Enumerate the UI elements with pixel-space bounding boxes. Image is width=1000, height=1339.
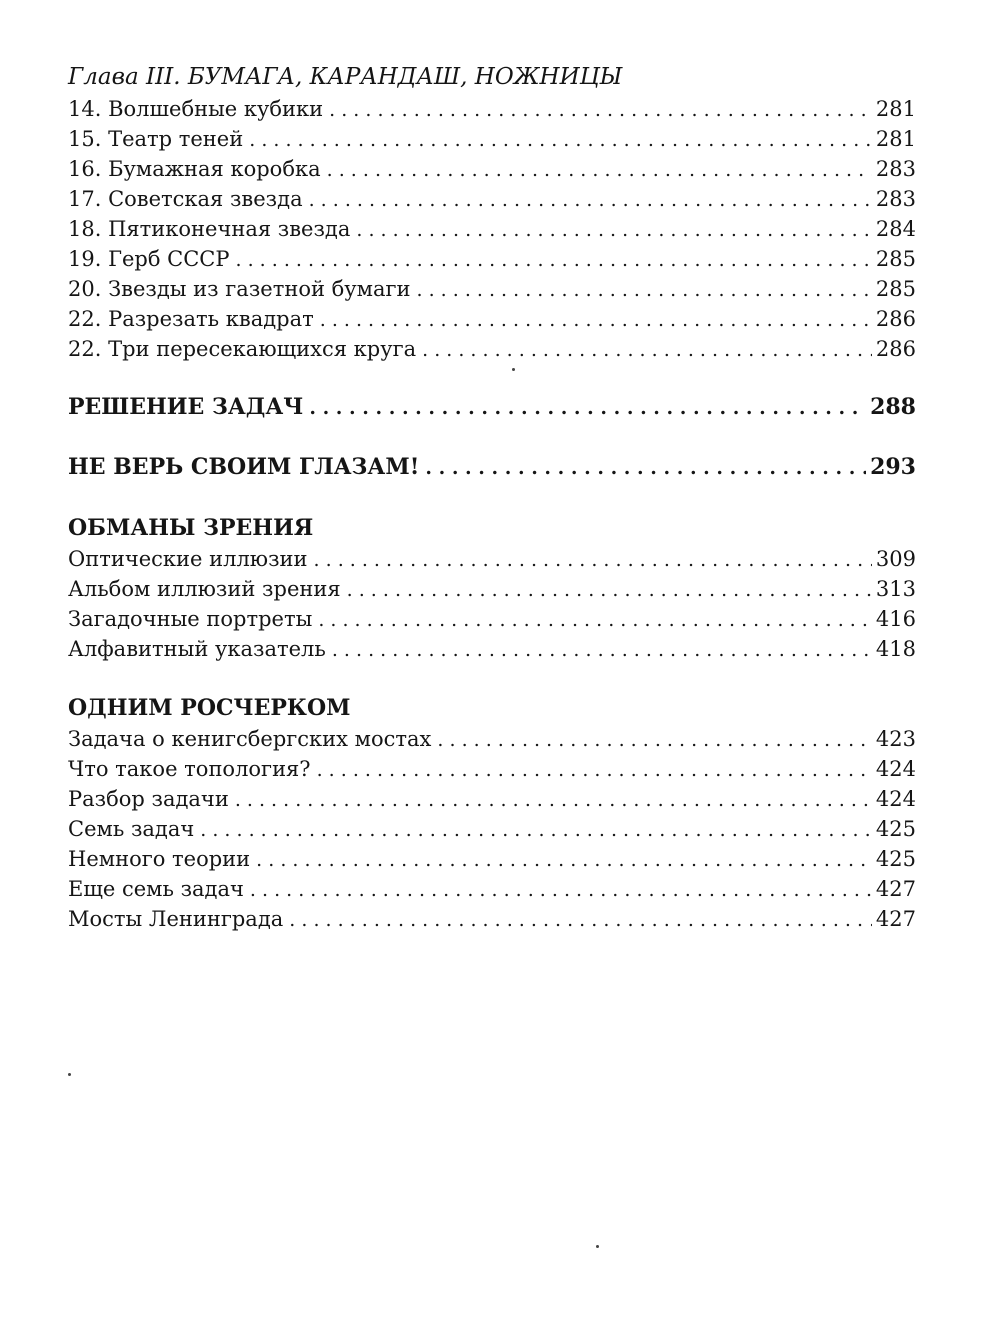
dot-leader [327, 155, 872, 185]
toc-entry [68, 274, 916, 304]
dot-leader [320, 305, 872, 335]
toc-entry-page: 288 [870, 394, 916, 420]
toc-entry-page: 424 [875, 757, 916, 781]
toc-entry-page: 425 [875, 847, 916, 871]
toc-entry-page: 286 [875, 307, 916, 331]
toc-entry-page: 286 [875, 337, 916, 361]
toc-entry [68, 724, 916, 754]
toc-entry [68, 604, 916, 634]
dot-leader [249, 125, 872, 155]
toc-entry [68, 844, 916, 874]
toc-entry-label: 20. Звезды из газетной бумаги [68, 277, 411, 301]
dot-leader [289, 905, 872, 935]
dot-leader [318, 605, 872, 635]
toc-entry-page: 427 [875, 877, 916, 901]
toc-entry-label: Задача о кенигсбергских мостах [68, 727, 432, 751]
toc-entry-label: Мосты Ленинграда [68, 907, 284, 931]
chapter-entries [68, 94, 916, 364]
toc-entry-page: 284 [875, 217, 916, 241]
dot-leader [422, 335, 872, 365]
toc-entry-label: 18. Пятиконечная звезда [68, 217, 351, 241]
toc-entry-page: 425 [875, 817, 916, 841]
spacer [68, 364, 916, 392]
toc-entry-page: 424 [875, 787, 916, 811]
section-entries [68, 544, 916, 664]
dot-leader [235, 785, 872, 815]
section-entries [68, 724, 916, 934]
toc-entry [68, 544, 916, 574]
dot-leader [256, 845, 872, 875]
toc-section-entry [68, 392, 916, 422]
toc-entry-page: 285 [875, 247, 916, 271]
toc-entry-label: 15. Театр теней [68, 127, 244, 151]
toc-entry-page: 281 [875, 97, 916, 121]
toc-entry-page: 418 [875, 637, 916, 661]
toc-entry-label: 16. Бумажная коробка [68, 157, 321, 181]
toc-entry [68, 334, 916, 364]
dot-leader [437, 725, 872, 755]
toc-entry-page: 427 [875, 907, 916, 931]
dot-leader [425, 453, 866, 483]
toc-entry [68, 154, 916, 184]
dot-leader [332, 635, 872, 665]
spacer [68, 422, 916, 452]
toc-entry [68, 124, 916, 154]
dot-leader [417, 275, 872, 305]
toc-entry [68, 574, 916, 604]
dot-leader [309, 393, 866, 423]
toc-entry [68, 784, 916, 814]
chapter-heading: Глава III. БУМАГА, КАРАНДАШ, НОЖНИЦЫ [68, 64, 623, 90]
toc-entry-label: 22. Три пересекающихся круга [68, 337, 417, 361]
dot-leader [200, 815, 872, 845]
toc-entry [68, 814, 916, 844]
print-speck [596, 1245, 599, 1248]
dot-leader [309, 185, 872, 215]
toc-entry-label: Разбор задачи [68, 787, 229, 811]
print-speck [68, 1073, 71, 1076]
dot-leader [356, 215, 872, 245]
toc-entry-label: Что такое топология? [68, 757, 311, 781]
print-speck [512, 368, 515, 371]
toc-entry-label: НЕ ВЕРЬ СВОИМ ГЛАЗАМ! [68, 454, 420, 480]
dot-leader [314, 545, 872, 575]
table-of-contents [68, 60, 916, 934]
toc-entry-label: Семь задач [68, 817, 195, 841]
toc-entry [68, 184, 916, 214]
toc-entry-label: 17. Советская звезда [68, 187, 303, 211]
dot-leader [347, 575, 872, 605]
toc-entry-label: Оптические иллюзии [68, 547, 308, 571]
toc-entry [68, 904, 916, 934]
toc-entry-page: 313 [875, 577, 916, 601]
toc-entry [68, 874, 916, 904]
toc-entry [68, 94, 916, 124]
dot-leader [250, 875, 872, 905]
toc-entry-label: Загадочные портреты [68, 607, 313, 631]
toc-entry-label: 14. Волшебные кубики [68, 97, 324, 121]
toc-entry [68, 244, 916, 274]
toc-section-entry [68, 452, 916, 482]
toc-entry-page: 423 [875, 727, 916, 751]
toc-entry-label: Немного теории [68, 847, 251, 871]
toc-entry-label: Еще семь задач [68, 877, 244, 901]
toc-entry [68, 754, 916, 784]
toc-entry-label: Альбом иллюзий зрения [68, 577, 341, 601]
dot-leader [317, 755, 872, 785]
dot-leader [329, 95, 872, 125]
toc-entry [68, 634, 916, 664]
toc-entry-page: 416 [875, 607, 916, 631]
spacer [68, 664, 916, 692]
toc-entry-page: 293 [870, 454, 916, 480]
toc-entry-page: 281 [875, 127, 916, 151]
toc-entry-label: 19. Герб СССР [68, 247, 230, 271]
section-heading: ОБМАНЫ ЗРЕНИЯ [68, 515, 314, 541]
spacer [68, 482, 916, 512]
dot-leader [236, 245, 872, 275]
toc-entry-page: 283 [875, 157, 916, 181]
toc-entry-page: 309 [875, 547, 916, 571]
toc-entry-page: 285 [875, 277, 916, 301]
section-heading: ОДНИМ РОСЧЕРКОМ [68, 695, 351, 721]
toc-entry [68, 214, 916, 244]
toc-entry-label: 22. Разрезать квадрат [68, 307, 314, 331]
toc-entry-label: Алфавитный указатель [68, 637, 326, 661]
toc-entry-page: 283 [875, 187, 916, 211]
toc-entry-label: РЕШЕНИЕ ЗАДАЧ [68, 394, 304, 420]
toc-entry [68, 304, 916, 334]
